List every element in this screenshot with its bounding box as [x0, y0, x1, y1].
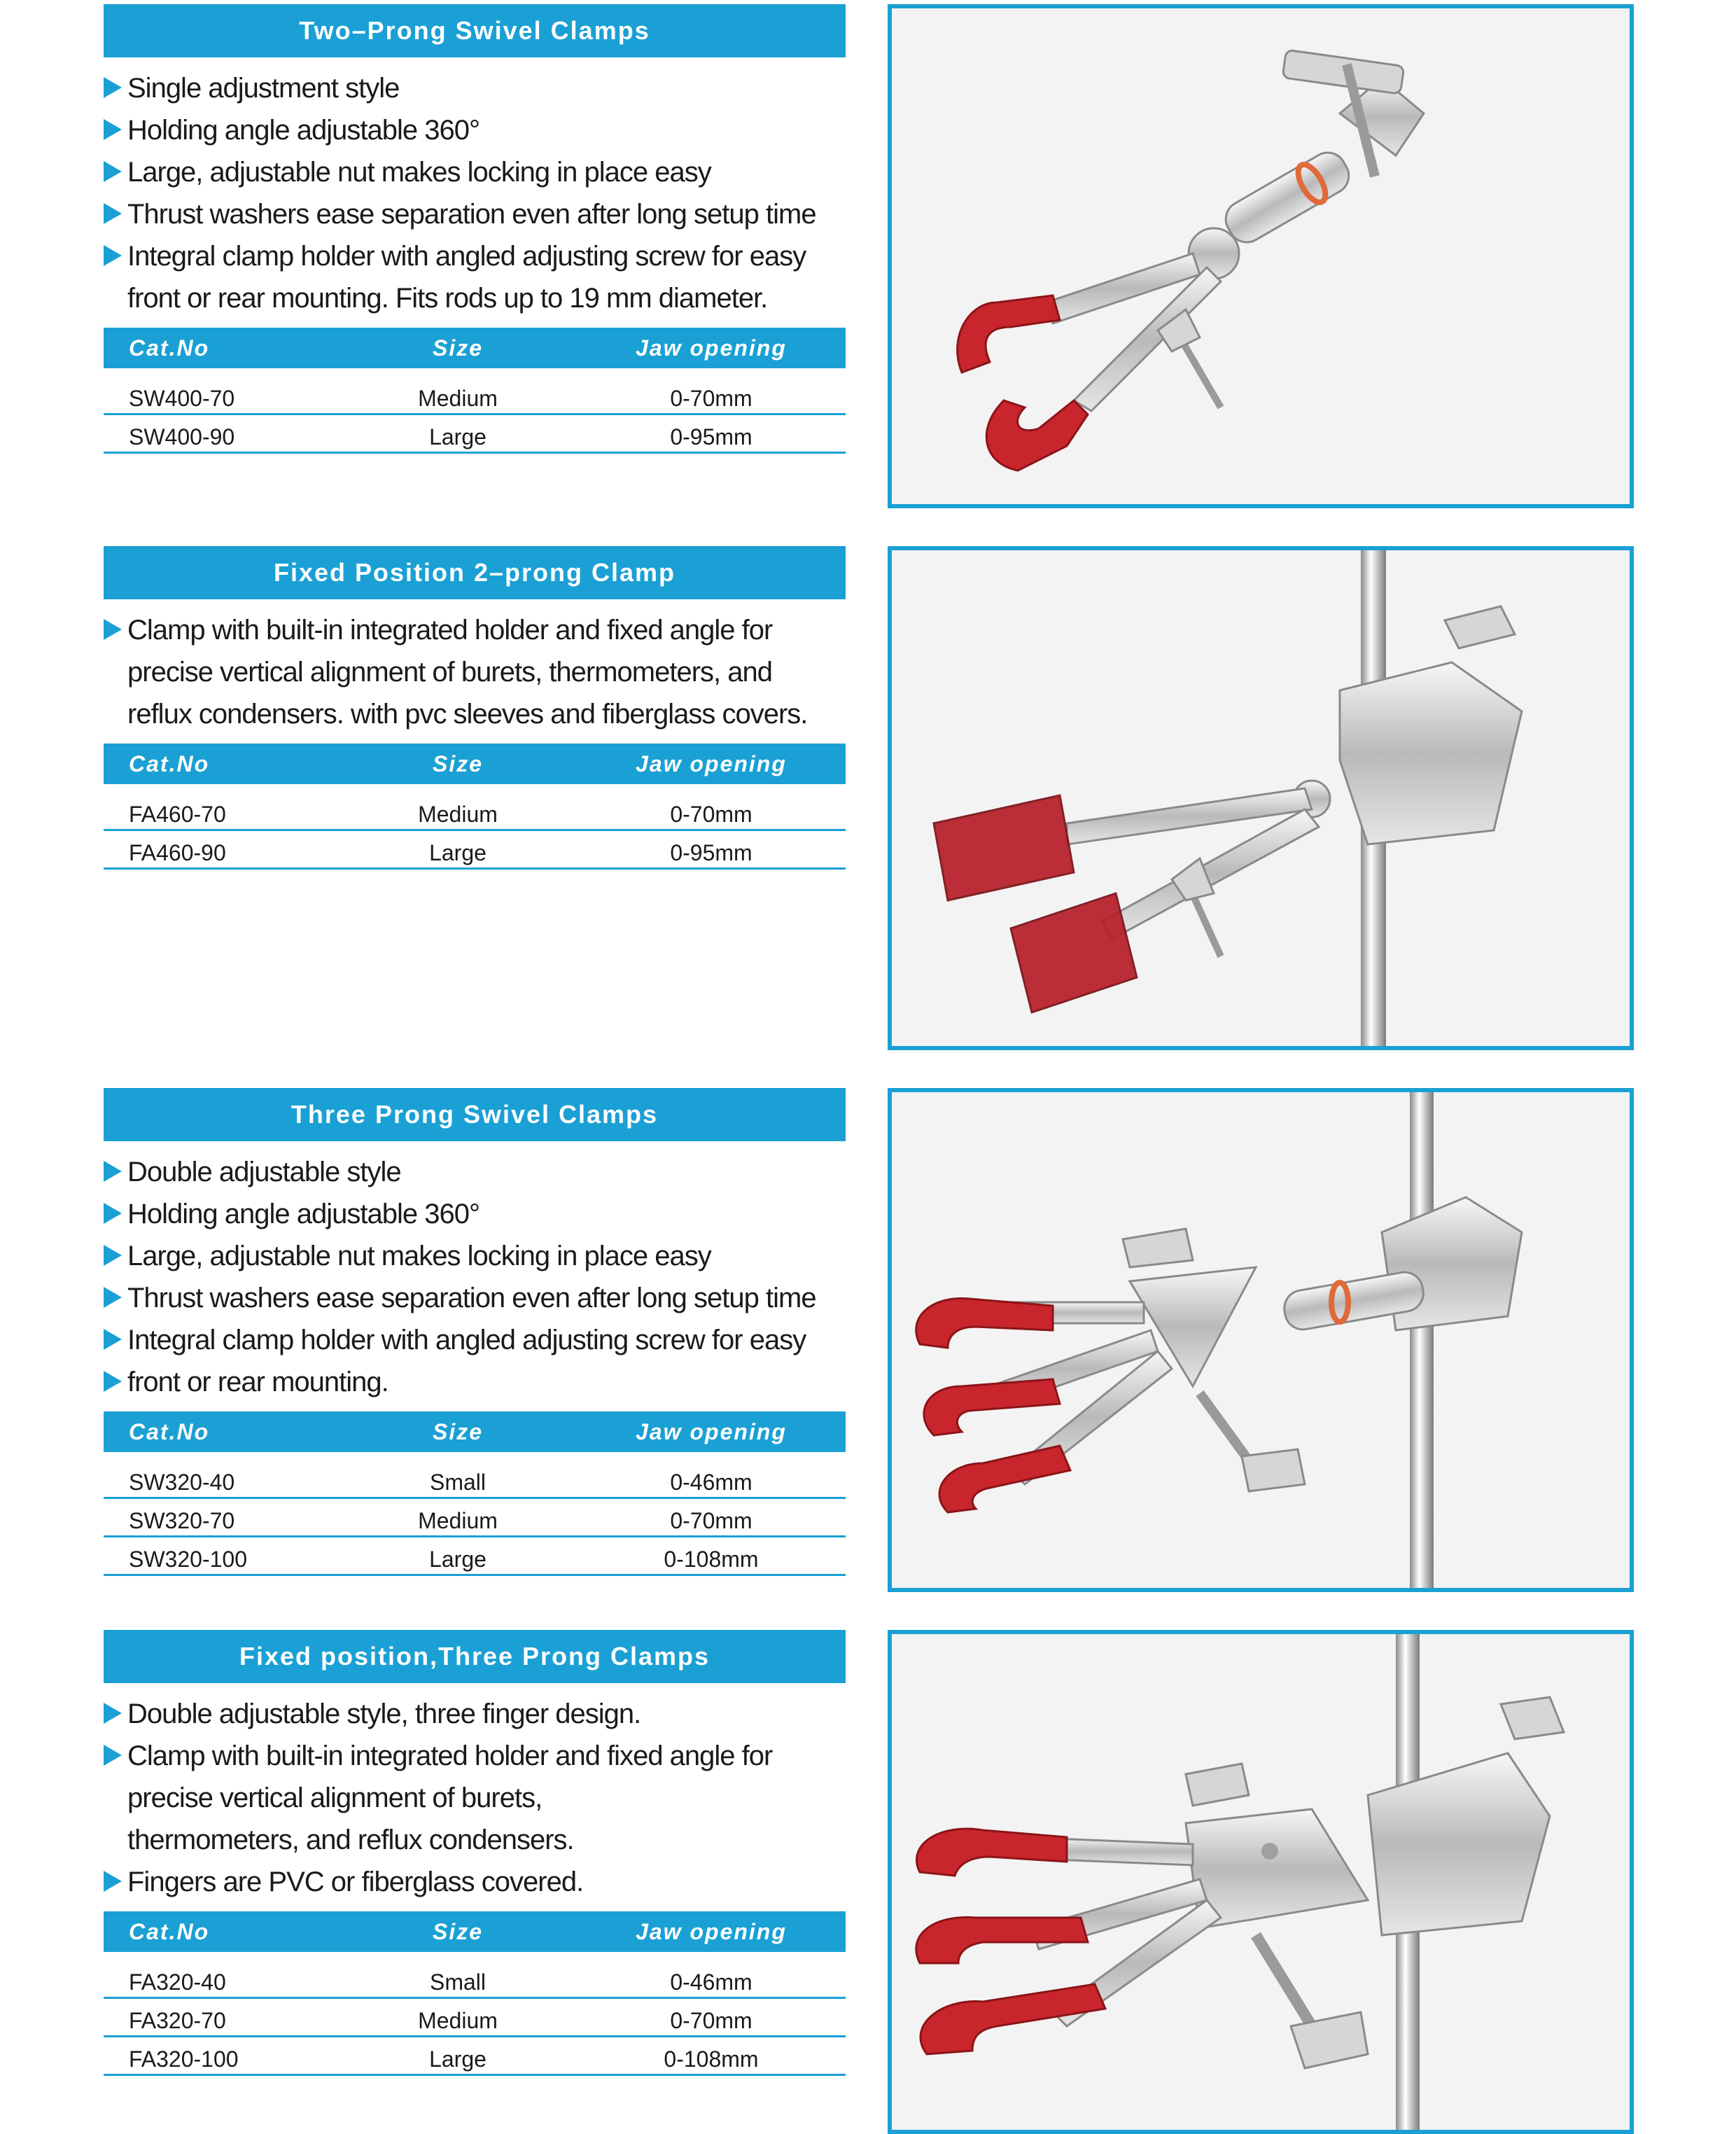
triangle-bullet-icon	[104, 119, 122, 140]
col-header-catno: Cat.No	[104, 328, 339, 368]
triangle-bullet-icon	[104, 1287, 122, 1308]
feature-item: Holding angle adjustable 360°	[104, 109, 846, 151]
triangle-bullet-icon	[104, 1703, 122, 1724]
section-text	[104, 546, 846, 870]
spec-table	[104, 744, 846, 870]
feature-item: Clamp with built-in integrated holder and fixed angle for	[104, 1735, 846, 1777]
feature-item-continuation: reflux condensers. with pvc sleeves and fiberglass covers.	[127, 699, 808, 730]
triangle-bullet-icon	[104, 1371, 122, 1392]
cell-jaw: 0-70mm	[577, 1498, 846, 1537]
table-row	[104, 2037, 846, 2075]
cell-catno: SW320-100	[104, 1537, 339, 1575]
cell-catno: SW400-70	[104, 377, 339, 414]
section-text	[104, 1088, 846, 1576]
cell-catno: FA320-100	[104, 2037, 339, 2075]
table-row	[104, 377, 846, 414]
cell-catno: FA320-70	[104, 1998, 339, 2037]
cell-jaw: 0-70mm	[577, 377, 846, 414]
col-header-jaw: Jaw opening	[577, 1411, 846, 1452]
triangle-bullet-icon	[104, 1245, 122, 1266]
col-header-size: Size	[339, 1411, 577, 1452]
feature-item: Large, adjustable nut makes locking in place easy	[104, 1235, 846, 1277]
col-header-catno: Cat.No	[104, 1411, 339, 1452]
triangle-bullet-icon	[104, 77, 122, 98]
product-photo	[888, 1088, 1634, 1592]
table-header-row	[104, 744, 846, 784]
triangle-bullet-icon	[104, 1871, 122, 1892]
feature-item-continuation: front or rear mounting. Fits rods up to 19 mm diameter.	[127, 283, 768, 314]
three-prong-clamp-illustration	[892, 1092, 1630, 1588]
cell-catno: FA320-40	[104, 1960, 339, 1998]
feature-list	[104, 609, 846, 735]
feature-item: Integral clamp holder with angled adjusting screw for easy	[104, 1319, 846, 1361]
feature-item: Clamp with built-in integrated holder and fixed angle for	[104, 609, 846, 651]
section-title: Two–Prong Swivel Clamps	[104, 4, 846, 57]
table-row	[104, 1960, 846, 1998]
section-title: Fixed position,Three Prong Clamps	[104, 1630, 846, 1683]
table-row	[104, 1460, 846, 1498]
triangle-bullet-icon	[104, 245, 122, 266]
spec-table	[104, 1411, 846, 1576]
product-photo	[888, 546, 1634, 1050]
col-header-catno: Cat.No	[104, 744, 339, 784]
section-text	[104, 1630, 846, 2076]
feature-item: Double adjustable style, three finger design.	[104, 1693, 846, 1735]
triangle-bullet-icon	[104, 1745, 122, 1766]
cell-jaw: 0-70mm	[577, 1998, 846, 2037]
col-header-jaw: Jaw opening	[577, 1911, 846, 1952]
two-prong-clamp-illustration	[892, 8, 1630, 504]
section-two-prong-swivel	[0, 4, 1736, 508]
feature-list	[104, 1151, 846, 1403]
triangle-bullet-icon	[104, 203, 122, 224]
col-header-jaw: Jaw opening	[577, 744, 846, 784]
feature-item: Holding angle adjustable 360°	[104, 1193, 846, 1235]
cell-size: Large	[339, 2037, 577, 2075]
cell-size: Medium	[339, 377, 577, 414]
feature-item: Single adjustment style	[104, 67, 846, 109]
cell-size: Small	[339, 1960, 577, 1998]
product-photo	[888, 1630, 1634, 2134]
table-header-row	[104, 1411, 846, 1452]
cell-size: Large	[339, 414, 577, 453]
cell-jaw: 0-108mm	[577, 1537, 846, 1575]
feature-item: Thrust washers ease separation even after long setup time	[104, 1277, 846, 1319]
section-title: Three Prong Swivel Clamps	[104, 1088, 846, 1141]
table-row	[104, 793, 846, 830]
cell-catno: SW320-70	[104, 1498, 339, 1537]
triangle-bullet-icon	[104, 161, 122, 182]
spec-table	[104, 1911, 846, 2076]
col-header-size: Size	[339, 328, 577, 368]
cell-catno: SW320-40	[104, 1460, 339, 1498]
product-photo	[888, 4, 1634, 508]
triangle-bullet-icon	[104, 1203, 122, 1224]
cell-catno: SW400-90	[104, 414, 339, 453]
table-header-row	[104, 1911, 846, 1952]
feature-list	[104, 1693, 846, 1903]
table-row	[104, 830, 846, 869]
cell-size: Medium	[339, 1998, 577, 2037]
table-row	[104, 1998, 846, 2037]
cell-jaw: 0-108mm	[577, 2037, 846, 2075]
cell-jaw: 0-95mm	[577, 830, 846, 869]
triangle-bullet-icon	[104, 619, 122, 640]
cell-catno: FA460-90	[104, 830, 339, 869]
feature-item-continuation: precise vertical alignment of burets,	[127, 1783, 542, 1813]
section-fixed-three-prong	[0, 1630, 1736, 2134]
fixed-three-prong-clamp-illustration	[892, 1634, 1630, 2130]
fixed-two-prong-clamp-illustration	[892, 550, 1630, 1046]
col-header-size: Size	[339, 1911, 577, 1952]
spec-table	[104, 328, 846, 454]
feature-item: Large, adjustable nut makes locking in place easy	[104, 151, 846, 193]
section-three-prong-swivel	[0, 1088, 1736, 1592]
section-text	[104, 4, 846, 454]
cell-jaw: 0-46mm	[577, 1460, 846, 1498]
table-row	[104, 1537, 846, 1575]
feature-item: Thrust washers ease separation even after long setup time	[104, 193, 846, 235]
section-fixed-two-prong	[0, 546, 1736, 1050]
feature-item-continuation: thermometers, and reflux condensers.	[127, 1825, 574, 1855]
feature-item: Fingers are PVC or fiberglass covered.	[104, 1861, 846, 1903]
cell-size: Medium	[339, 793, 577, 830]
cell-jaw: 0-95mm	[577, 414, 846, 453]
col-header-size: Size	[339, 744, 577, 784]
table-row	[104, 414, 846, 453]
cell-size: Large	[339, 1537, 577, 1575]
table-row	[104, 1498, 846, 1537]
feature-item-continuation: precise vertical alignment of burets, thermometers, and	[127, 657, 772, 688]
cell-catno: FA460-70	[104, 793, 339, 830]
col-header-jaw: Jaw opening	[577, 328, 846, 368]
cell-size: Small	[339, 1460, 577, 1498]
feature-item: front or rear mounting.	[104, 1361, 846, 1403]
feature-item: Double adjustable style	[104, 1151, 846, 1193]
triangle-bullet-icon	[104, 1329, 122, 1350]
cell-jaw: 0-46mm	[577, 1960, 846, 1998]
table-header-row	[104, 328, 846, 368]
feature-item: Integral clamp holder with angled adjusting screw for easy	[104, 235, 846, 277]
cell-size: Large	[339, 830, 577, 869]
section-title: Fixed Position 2–prong Clamp	[104, 546, 846, 599]
triangle-bullet-icon	[104, 1161, 122, 1182]
col-header-catno: Cat.No	[104, 1911, 339, 1952]
cell-jaw: 0-70mm	[577, 793, 846, 830]
cell-size: Medium	[339, 1498, 577, 1537]
feature-list	[104, 67, 846, 319]
